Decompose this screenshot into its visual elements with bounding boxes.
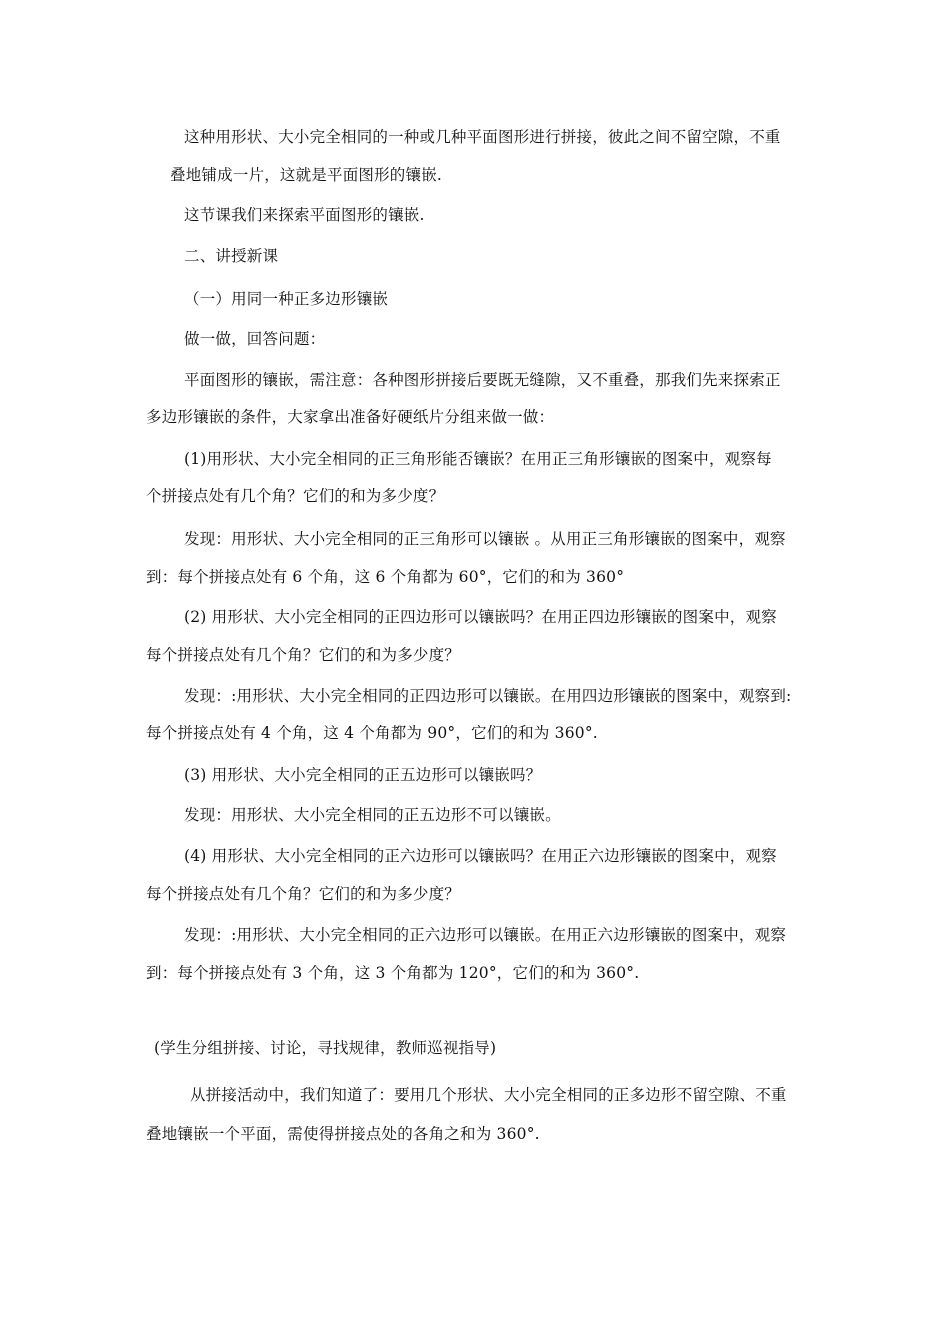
finding-4-line-2: 到：每个拼接点处有 3 个角，这 3 个角都为 120°，它们的和为 360°. [146,964,640,982]
finding-1-line-2: 到：每个拼接点处有 6 个角，这 6 个角都为 60°，它们的和为 360° [146,568,625,586]
finding-4-line-1: 发现：:用形状、大小完全相同的正六边形可以镶嵌。在用正六边形镶嵌的图案中，观察 [184,926,787,944]
conclusion-line-1: 从拼接活动中，我们知道了：要用几个形状、大小完全相同的正多边形不留空隙、不重 [190,1086,787,1104]
finding-3: 发现：用形状、大小完全相同的正五边形不可以镶嵌。 [184,806,561,824]
section-heading-new-lesson: 二、讲授新课 [184,247,279,265]
paragraph-lesson-topic: 这节课我们来探索平面图形的镶嵌. [184,206,425,224]
question-2-line-2: 每个拼接点处有几个角？它们的和为多少度？ [146,646,461,664]
paragraph-intro-line-2: 叠地铺成一片，这就是平面图形的镶嵌. [170,166,443,184]
finding-1-line-1: 发现：用形状、大小完全相同的正三角形可以镶嵌 。从用正三角形镶嵌的图案中，观察 [184,530,786,548]
paragraph-intro-line-1: 这种用形状、大小完全相同的一种或几种平面图形进行拼接，彼此之间不留空隙，不重 [184,128,781,146]
question-3: (3) 用形状、大小完全相同的正五边形可以镶嵌吗？ [184,766,542,784]
question-4-line-2: 每个拼接点处有几个角？它们的和为多少度？ [146,885,461,903]
activity-note: (学生分组拼接、讨论，寻找规律，教师巡视指导) [154,1039,497,1057]
question-4-line-1: (4) 用形状、大小完全相同的正六边形可以镶嵌吗？在用正六边形镶嵌的图案中，观察 [184,847,777,865]
paragraph-condition-line-1: 平面图形的镶嵌，需注意：各种图形拼接后要既无缝隙，又不重叠，那我们先来探索正 [184,371,781,389]
subsection-heading-regular-polygon: （一）用同一种正多边形镶嵌 [184,290,389,308]
question-1-line-1: (1)用形状、大小完全相同的正三角形能否镶嵌？在用正三角形镶嵌的图案中，观察每 [184,450,772,468]
activity-prompt: 做一做，回答问题： [184,330,326,348]
question-1-line-2: 个拼接点处有几个角？它们的和为多少度？ [146,487,445,505]
finding-2-line-1: 发现：:用形状、大小完全相同的正四边形可以镶嵌。在用四边形镶嵌的图案中，观察到: [184,687,792,705]
finding-2-line-2: 每个拼接点处有 4 个角，这 4 个角都为 90°，它们的和为 360°. [146,724,598,742]
paragraph-condition-line-2: 多边形镶嵌的条件，大家拿出准备好硬纸片分组来做一做： [146,408,555,426]
conclusion-line-2: 叠地镶嵌一个平面，需使得拼接点处的各角之和为 360°. [146,1125,540,1143]
question-2-line-1: (2) 用形状、大小完全相同的正四边形可以镶嵌吗？在用正四边形镶嵌的图案中，观察 [184,608,777,626]
